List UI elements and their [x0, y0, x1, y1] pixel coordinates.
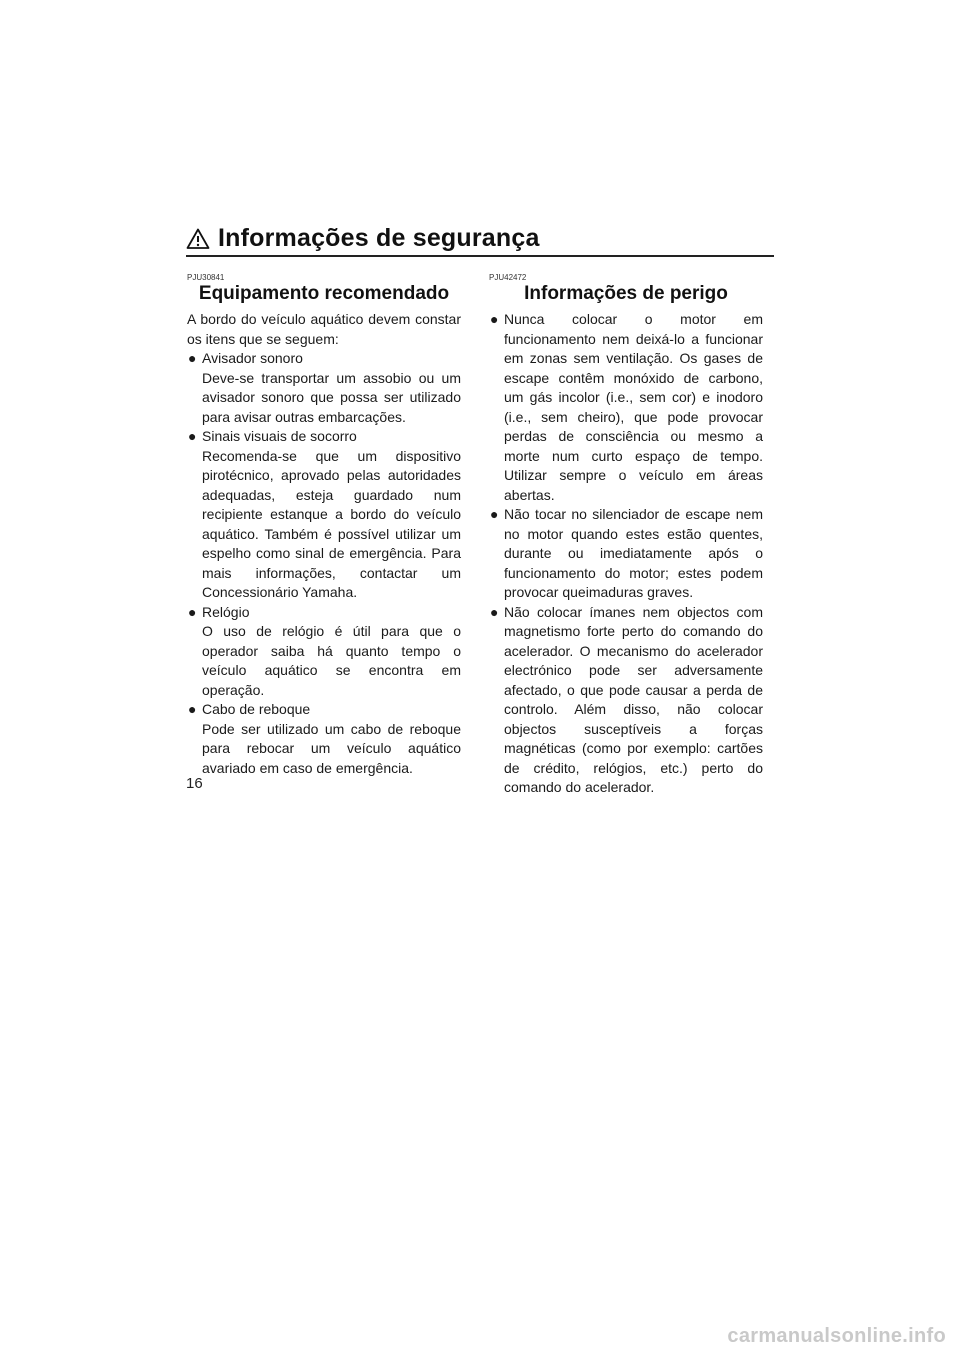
list-item — [489, 505, 763, 603]
list-item — [489, 310, 763, 505]
danger-list — [489, 310, 763, 798]
list-item-heading: Avisador sonoro — [202, 350, 303, 366]
intro-paragraph: A bordo do veículo aquático devem constar os itens que se seguem: — [187, 311, 461, 347]
list-item-text: O uso de relógio é útil para que o operador saiba há quanto tempo o veículo aquático se encontra em operação. — [202, 623, 461, 698]
page-title: Informações de segurança — [218, 224, 540, 252]
bullet-icon: ● — [188, 428, 197, 444]
list-item-text: Não colocar ímanes nem objectos com magnetismo forte perto do comando do acelerador. O mecanismo do acelerador electrónico pode ser adversamente afectado, o que pode causar a perda de controlo. Além disso, não colocar objectos susceptíveis a forças magnéticas (como por exemplo: cartões de crédito, relógios, etc.) perto do comando do acelerador. — [504, 603, 763, 795]
section-title-equipment: Equipamento recomendado — [198, 283, 450, 304]
list-item — [489, 603, 763, 798]
list-item — [187, 427, 461, 603]
list-item-text: Deve-se transportar um assobio ou um avisador sonoro que possa ser utilizado para avisar outras embarcações. — [202, 369, 461, 425]
list-item-text: Pode ser utilizado um cabo de reboque para rebocar um veículo aquático avariado em caso de emergência. — [202, 720, 461, 776]
header-title-group — [186, 224, 540, 253]
section-code: PJU42472 — [489, 273, 527, 282]
watermark: carmanualsonline.info — [727, 1325, 946, 1347]
list-item-heading: Cabo de reboque — [202, 701, 311, 717]
list-item — [187, 349, 461, 427]
warning-triangle-icon — [186, 227, 210, 251]
list-item-text: Não tocar no silenciador de escape nem no motor quando estes estão quentes, durante ou imediatamente após o funcionamento do motor; estes podem provocar queimaduras graves. — [504, 506, 763, 600]
bullet-icon: ● — [490, 506, 499, 522]
section-code: PJU30841 — [187, 273, 225, 282]
bullet-icon: ● — [188, 603, 197, 620]
left-column — [187, 273, 461, 778]
list-item-heading: Sinais visuais de socorro — [202, 428, 357, 444]
list-item — [187, 603, 461, 701]
bullet-icon: ● — [490, 311, 499, 327]
bullet-icon: ● — [188, 701, 197, 717]
list-item-text: Recomenda-se que um dispositivo pirotécnico, aprovado pelas autoridades adequadas, esteja guardado num recipiente estanque a bordo do veículo aquático. Também é possível utilizar um espelho como sinal de emergência. Para mais informações, contactar um Concessionário Yamaha. — [202, 447, 461, 600]
page-number: 16 — [186, 775, 203, 792]
page-header — [186, 224, 774, 260]
right-column — [489, 273, 763, 798]
header-divider — [186, 255, 774, 257]
list-item — [187, 700, 461, 778]
section-title-danger: Informações de perigo — [524, 283, 728, 304]
list-item-heading: Relógio — [202, 603, 250, 620]
bullet-icon: ● — [188, 350, 197, 366]
bullet-icon: ● — [490, 603, 499, 620]
equipment-list — [187, 349, 461, 778]
list-item-text: Nunca colocar o motor em funcionamento nem deixá-lo a funcionar em zonas sem ventilação. Os gases de escape contêm monóxido de carbono, um gás incolor (i.e., sem cor) e inodoro (i.e., sem cheiro), que pode provocar perdas de consciência ou mesmo a morte num curto espaço de tempo. Utilizar sempre o veículo em áreas abertas. — [504, 311, 763, 503]
